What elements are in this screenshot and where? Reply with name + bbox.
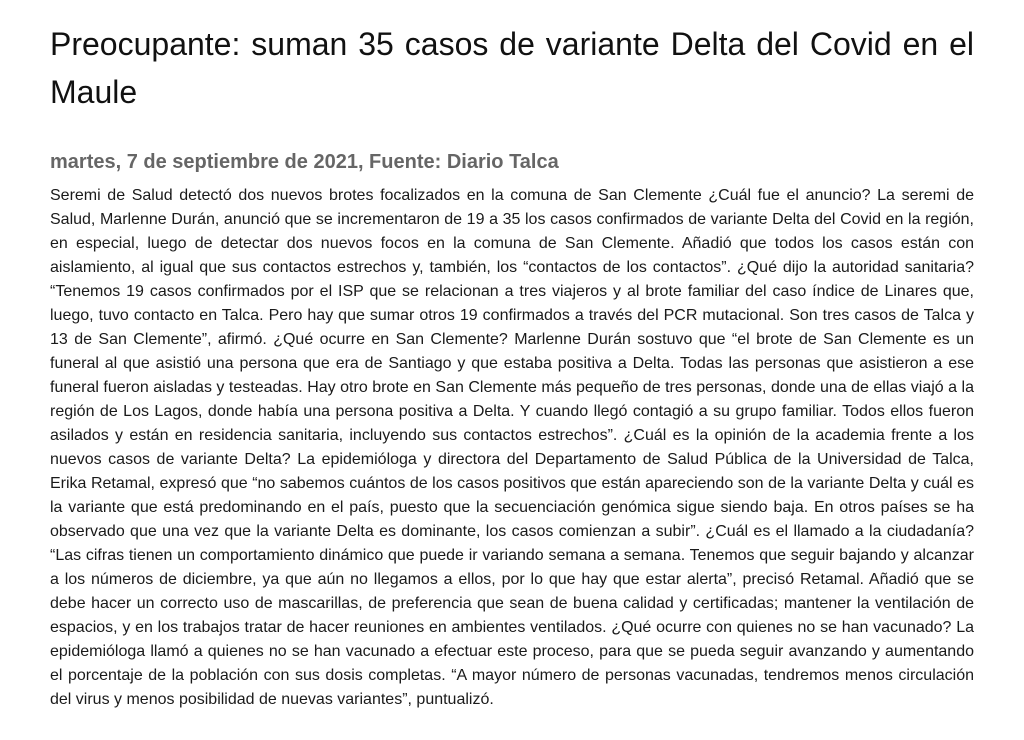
article-dateline: martes, 7 de septiembre de 2021, Fuente: Diario Talca xyxy=(50,151,559,173)
article-headline: Preocupante: suman 35 casos de variante Delta del Covid en el Maule xyxy=(50,26,974,110)
article xyxy=(50,20,974,712)
article-body: Seremi de Salud detectó dos nuevos brotes focalizados en la comuna de San Clemente ¿Cuál fue el anuncio? La seremi de Salud, Marlenne Durán, anunció que se incrementaron de 19 a 35 los casos confirmados de variante Delta del Covid en la región, en especial, luego de detectar dos nuevos focos en la comuna de San Clemente. Añadió que todos los casos están con aislamiento, al igual que sus contactos estrechos y, también, los “contactos de los contactos”. ¿Qué dijo la autoridad sanitaria? “Tenemos 19 casos confirmados por el ISP que se relacionan a tres viajeros y al brote familiar del caso índice de Linares que, luego, tuvo contacto en Talca. Pero hay que sumar otros 19 confirmados a través del PCR mutacional. Son tres casos de Talca y 13 de San Clemente”, afirmó. ¿Qué ocurre en San Clemente? Marlenne Durán sostuvo que “el brote de San Clemente es un funeral al que asistió una persona que era de Santiago y que estaba positiva a Delta. Todas las personas que asistieron a ese funeral fueron aisladas y testeadas. Hay otro brote en San Clemente más pequeño de tres personas, donde una de ellas viajó a la región de Los Lagos, donde había una persona positiva a Delta. Y cuando llegó contagió a su grupo familiar. Todos ellos fueron asilados y están en residencia sanitaria, incluyendo sus contactos estrechos”. ¿Cuál es la opinión de la academia frente a los nuevos casos de variante Delta? La epidemióloga y directora del Departamento de Salud Pública de la Universidad de Talca, Erika Retamal, expresó que “no sabemos cuántos de los casos positivos que están apareciendo son de la variante Delta y cuál es la variante que está predominando en el país, puesto que la secuenciación genómica sigue siendo baja. En otros países se ha observado que una vez que la variante Delta es dominante, los casos comienzan a subir”. ¿Cuál es el llamado a la ciudadanía? “Las cifras tienen un comportamiento dinámico que puede ir variando semana a semana. Tenemos que seguir bajando y alcanzar a los números de diciembre, ya que aún no llegamos a ellos, por lo que hay que estar alerta”, precisó Retamal. Añadió que se debe hacer un correcto uso de mascarillas, de preferencia que sean de buena calidad y certificadas; mantener la ventilación de espacios, y en los trabajos tratar de hacer reuniones en ambientes ventilados. ¿Qué ocurre con quienes no se han vacunado? La epidemióloga llamó a quienes no se han vacunado a efectuar este proceso, para que se pueda seguir avanzando y aumentando el porcentaje de la población con sus dosis completas. “A mayor número de personas vacunadas, tendremos menos circulación del virus y menos posibilidad de nuevas variantes”, puntualizó. xyxy=(50,187,974,708)
